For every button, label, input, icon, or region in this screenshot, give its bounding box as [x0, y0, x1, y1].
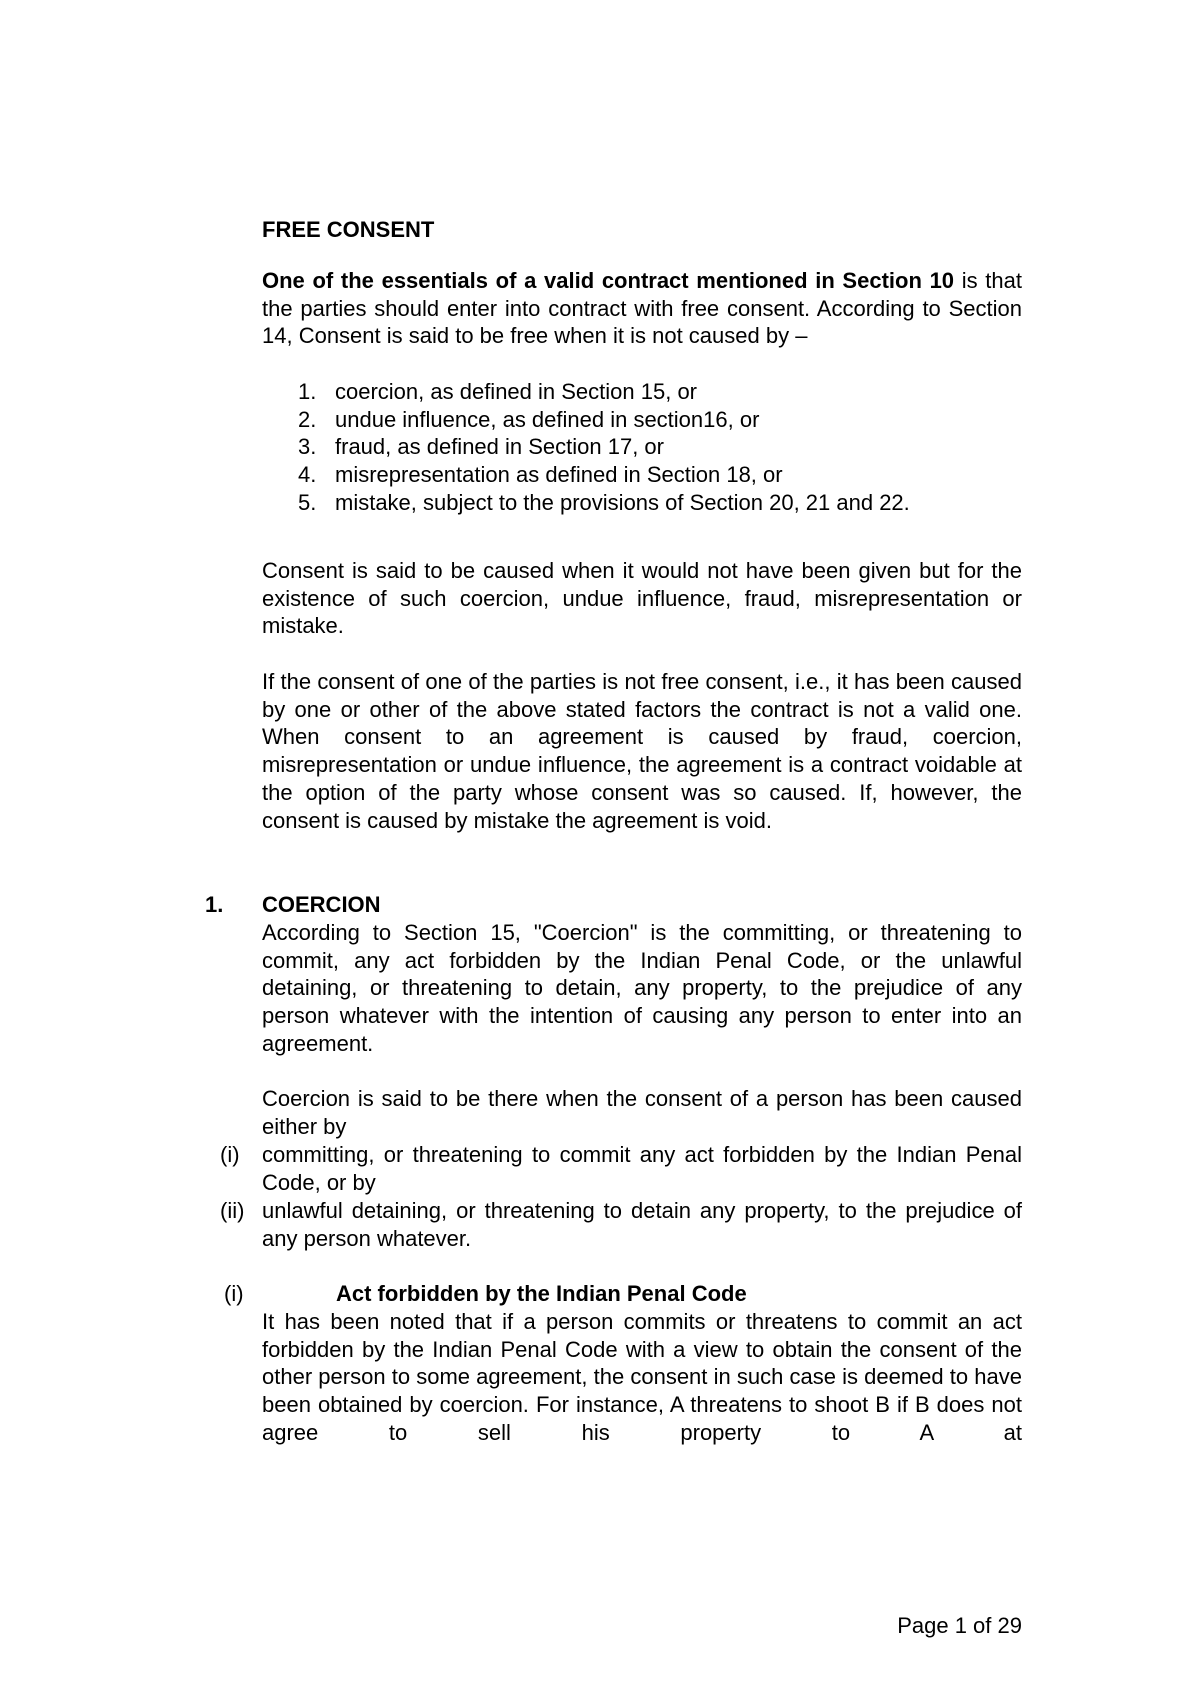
coercion-there-paragraph: Coercion is said to be there when the consent of a person has been caused either by: [262, 1086, 1022, 1139]
sub-heading-ipc: [224, 1280, 747, 1308]
coercion-definition: According to Section 15, "Coercion" is the committing, or threatening to commit, any act forbidden by the Indian Penal Code, or the unlawful detaining, or threatening to detain, any property, to the prejudice of any person whatever with the intention of causing any person to enter into an agreement.: [262, 920, 1022, 1056]
roman-text: committing, or threatening to commit any act forbidden by the Indian Penal Code, or by: [262, 1142, 1022, 1195]
intro-bold-lead: One of the essentials of a valid contract mentioned in Section 10: [262, 268, 955, 293]
document-title: FREE CONSENT: [262, 217, 435, 242]
list-item-text: fraud, as defined in Section 17, or: [335, 434, 664, 460]
list-item: [262, 406, 1022, 434]
intro-paragraph: [262, 267, 1022, 350]
list-item-text: misrepresentation as defined in Section 18, or: [335, 462, 783, 488]
list-item: [262, 433, 1022, 461]
ipc-paragraph: It has been noted that if a person commits or threatens to commit an act forbidden by the Indian Penal Code with a view to obtain the consent of the other person to some agreement, the consent in such case is deemed to have been obtained by coercion. For instance, A threatens to shoot B if B does not agree to sell his property to A at: [262, 1309, 1022, 1445]
list-item-number: 5.: [298, 489, 317, 515]
roman-list-item: [220, 1141, 1022, 1196]
list-item: [262, 461, 1022, 489]
list-item-number: 4.: [298, 462, 317, 488]
list-item-text: mistake, subject to the provisions of Section 20, 21 and 22.: [335, 489, 910, 515]
list-item-number: 2.: [298, 406, 317, 432]
page-number: Page 1 of 29: [897, 1613, 1022, 1638]
list-item-number: 3.: [298, 434, 317, 460]
paragraph-consent-caused: Consent is said to be caused when it would not have been given but for the existence of such coercion, undue influence, fraud, misrepresentation or mistake.: [262, 558, 1022, 639]
paragraph-not-free-consent: If the consent of one of the parties is not free consent, i.e., it has been caused by one or other of the above stated factors the contract is not a valid one. When consent to an agreement is caused by fraud, coercion, misrepresentation or undue influence, the agreement is a contract voidable at the option of the party whose consent was so caused. If, however, the consent is caused by mistake the agreement is void.: [262, 669, 1022, 833]
list-item: [262, 378, 1022, 406]
causes-list: [262, 378, 1022, 516]
roman-text: unlawful detaining, or threatening to detain any property, to the prejudice of any person whatever.: [262, 1198, 1022, 1251]
list-item-text: coercion, as defined in Section 15, or: [335, 379, 698, 404]
sub-heading-title: Act forbidden by the Indian Penal Code: [336, 1281, 747, 1306]
roman-list-item: [220, 1197, 1022, 1252]
list-item-number: 1.: [298, 379, 317, 404]
section-heading-coercion: [205, 891, 381, 919]
sub-heading-label: (i): [224, 1281, 244, 1306]
section-number: 1.: [205, 892, 224, 917]
roman-label: (ii): [220, 1198, 245, 1223]
list-item: [262, 489, 1022, 517]
intro-rest: is that the parties should enter into contract with free consent. According to Section 14, Consent is said to be free when it is not caused by –: [262, 268, 1022, 349]
section-title: COERCION: [262, 892, 381, 917]
roman-label: (i): [220, 1142, 240, 1167]
list-item-text: undue influence, as defined in section16, or: [335, 406, 760, 432]
